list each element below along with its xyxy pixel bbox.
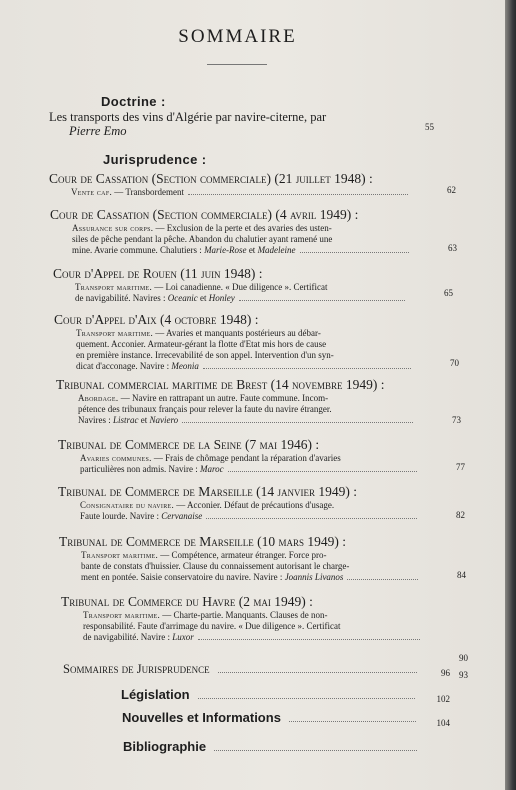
entry-text: et [246, 245, 258, 255]
leader-dots [206, 517, 417, 519]
entry-line-text [72, 223, 332, 234]
entry-line [58, 500, 420, 511]
entry-line [54, 339, 414, 350]
entry-line [61, 632, 423, 643]
subject-keyword: Transport maritime. [75, 282, 153, 292]
jurisprudence-entry [56, 377, 416, 426]
jurisprudence-entry [53, 266, 408, 304]
entry-line-text [80, 464, 224, 475]
nouvelles-page: 104 [436, 718, 450, 728]
entry-line [50, 223, 412, 234]
bibliographie-label: Bibliographie [123, 739, 207, 754]
ship-name: Oceanic [167, 293, 198, 303]
subject-keyword: Transport maritime. [81, 550, 159, 560]
ship-name: Luxor [172, 632, 194, 642]
entry-line [59, 561, 421, 572]
entry-line-text [78, 415, 178, 426]
jurisprudence-entry [58, 437, 420, 475]
entry-line-text [78, 393, 328, 404]
entry-text: ment en pontée. Saisie conservatoire du navire. Navire : [81, 572, 285, 582]
entry-line [56, 415, 416, 426]
subject-keyword: Transport maritime. [83, 610, 161, 620]
doctrine-entry [49, 110, 409, 138]
entry-line-text [83, 621, 341, 632]
entry-text: et [138, 415, 150, 425]
entry-text: — Frais de chômage pendant la réparation d'avaries [151, 453, 341, 463]
ship-name: Joannis Livanos [284, 572, 344, 582]
entry-text: de navigabilité. Navire : [83, 632, 173, 642]
page-number: 77 [456, 462, 465, 472]
entry-line [54, 328, 414, 339]
entry-line-text [81, 572, 343, 583]
page-edge-shadow [505, 0, 516, 790]
entry-text: — Exclusion de la perte et des avaries des usten- [153, 223, 332, 233]
ship-name: Cervanaise [161, 511, 203, 521]
entry-line-text [76, 339, 326, 350]
entry-text: — Charte-partie. Manquants. Clauses de non- [160, 610, 328, 620]
court-heading: Cour d'Appel d'Aix (4 octobre 1948) : [54, 312, 259, 327]
page-number: 63 [448, 243, 457, 253]
entry-text: — Acconier. Défaut de précautions d'usage. [174, 500, 335, 510]
entry-text: responsabilité. Faute d'arrimage du navire. « Due diligence ». Certificat [83, 621, 341, 631]
court-heading: Tribunal de Commerce du Havre (2 mai 1949) : [61, 594, 313, 609]
leader-dots [188, 193, 408, 195]
court-heading: Tribunal de Commerce de Marseille (14 janvier 1949) : [58, 484, 357, 499]
entry-text: siles de pêche pendant la pêche. Abandon du chalutier ayant ramené une [72, 234, 333, 244]
leader-dots [228, 470, 417, 472]
subject-keyword: Avaries communes. [80, 453, 152, 463]
entry-line-text [81, 561, 349, 572]
page-number: 82 [456, 510, 465, 520]
entry-text: mine. Avarie commune. Chalutiers : [72, 245, 205, 255]
entry-text: — Transbordement [112, 187, 184, 197]
jurisprudence-entry [49, 171, 411, 198]
entry-text: et [197, 293, 209, 303]
entry-line-text [72, 234, 332, 245]
doctrine-author: Pierre Emo [69, 124, 127, 138]
entry-line [58, 453, 420, 464]
subject-keyword: Transport maritime. [76, 328, 154, 338]
entry-text: — Loi canadienne. « Due diligence ». Certificat [152, 282, 328, 292]
page-number: 65 [444, 288, 453, 298]
entry-line-text [80, 511, 202, 522]
court-heading: Cour d'Appel de Rouen (11 juin 1948) : [53, 266, 263, 281]
entry-line [54, 350, 414, 361]
entry-line [59, 550, 421, 561]
entry-line-text [76, 328, 321, 339]
jurisprudence-entry [59, 534, 421, 583]
jurisprudence-entry [58, 484, 420, 522]
entry-line [56, 404, 416, 415]
entry-text: pétence des tribunaux français pour relever la faute du navire étranger. [78, 404, 332, 414]
legislation-label: Législation [121, 687, 190, 702]
page-number: 62 [447, 185, 456, 195]
subject-keyword: Vente caf. [71, 187, 112, 197]
entry-text: quement. Acconier. Armateur-gérant la flotte d'Etat mis hors de cause [76, 339, 327, 349]
entry-line-text [81, 550, 326, 561]
entry-line-text [75, 282, 327, 293]
leader-dots [239, 299, 405, 301]
nouvelles-label: Nouvelles et Informations [122, 710, 281, 725]
court-heading: Cour de Cassation (Section commerciale) (4 avril 1949) : [50, 207, 359, 222]
entry-text: de navigabilité. Navires : [75, 293, 168, 303]
ship-name: Naviero [149, 415, 179, 425]
entry-line [56, 393, 416, 404]
court-heading: Tribunal de Commerce de Marseille (10 mars 1949) : [59, 534, 347, 549]
court-heading: Tribunal de Commerce de la Seine (7 mai 1946) : [58, 437, 320, 452]
leader-dots [300, 251, 409, 253]
entry-text: Faute lourde. Navire : [80, 511, 162, 521]
entry-line [49, 187, 411, 198]
ship-name: Madeleine [257, 245, 296, 255]
court-heading: Cour de Cassation (Section commerciale) (21 juillet 1948) : [49, 171, 373, 186]
page-number: 70 [450, 358, 459, 368]
ship-name: Meonia [171, 361, 199, 371]
entry-line [50, 245, 412, 256]
title-rule [207, 64, 267, 65]
jurisprudence-entry [54, 312, 414, 372]
doctrine-title: Les transports des vins d'Algérie par navire-citerne, par [49, 110, 327, 124]
doctrine-heading: Doctrine : [101, 94, 166, 109]
page-number: 84 [457, 570, 466, 580]
entry-line [50, 234, 412, 245]
entry-text: en première instance. Irrecevabilité de son appel. Intervention d'un syn- [76, 350, 334, 360]
entry-line [54, 361, 414, 372]
page-number: 90 [459, 653, 468, 663]
entry-line-text [71, 187, 184, 198]
leader-dots [182, 421, 413, 423]
legislation-row [121, 687, 421, 702]
sommaires-label: Sommaires de Jurisprudence [63, 662, 210, 676]
ship-name: Marie-Rose [204, 245, 247, 255]
entry-line-text [76, 361, 199, 372]
entry-line [53, 293, 408, 304]
sommaires-row [63, 662, 423, 677]
ship-name: Listrac [113, 415, 139, 425]
leader-dots [347, 578, 418, 580]
entry-line-text [76, 350, 334, 361]
leader-dots [203, 367, 411, 369]
ship-name: Maroc [199, 464, 224, 474]
leader-dots [198, 638, 420, 640]
entry-line-text [83, 610, 327, 621]
entry-text: Navires : [78, 415, 113, 425]
entry-line-text [80, 500, 334, 511]
entry-line [58, 511, 420, 522]
doctrine-page: 55 [425, 122, 434, 132]
entry-text: dicat d'acconage. Navire : [76, 361, 172, 371]
subject-keyword: Abordage. [78, 393, 119, 403]
jurisprudence-entry [61, 594, 423, 643]
entry-text: bante de constats d'huissier. Clause du connaissement autorisant le charge- [81, 561, 350, 571]
entry-text: — Compétence, armateur étranger. Force pro- [158, 550, 327, 560]
entry-line-text [83, 632, 194, 643]
entry-line [58, 464, 420, 475]
court-heading: Tribunal commercial maritime de Brest (14 novembre 1949) : [56, 377, 385, 392]
entry-text: particulières non admis. Navire : [80, 464, 200, 474]
entry-line [53, 282, 408, 293]
sommaires-page: 96 [441, 668, 450, 678]
entry-text: — Navire en rattrapant un autre. Faute commune. Incom- [118, 393, 329, 403]
jurisprudence-entry [50, 207, 412, 256]
page-title: SOMMAIRE [178, 26, 297, 47]
subject-keyword: Consignataire du navire. [80, 500, 175, 510]
entry-line [59, 572, 421, 583]
jurisprudence-heading: Jurisprudence : [103, 152, 207, 167]
ship-name: Honley [208, 293, 235, 303]
entry-line [61, 610, 423, 621]
entry-line-text [78, 404, 332, 415]
page-number: 93 [459, 670, 468, 680]
entry-line-text [80, 453, 341, 464]
entry-line [61, 621, 423, 632]
legislation-page: 102 [436, 694, 450, 704]
subject-keyword: Assurance sur corps. [72, 223, 154, 233]
entry-line-text [75, 293, 235, 304]
page-number: 73 [452, 415, 461, 425]
bibliographie-row [123, 739, 423, 754]
entry-line-text [72, 245, 296, 256]
entry-text: — Avaries et manquants postérieurs au débar- [153, 328, 321, 338]
nouvelles-row [122, 710, 422, 725]
